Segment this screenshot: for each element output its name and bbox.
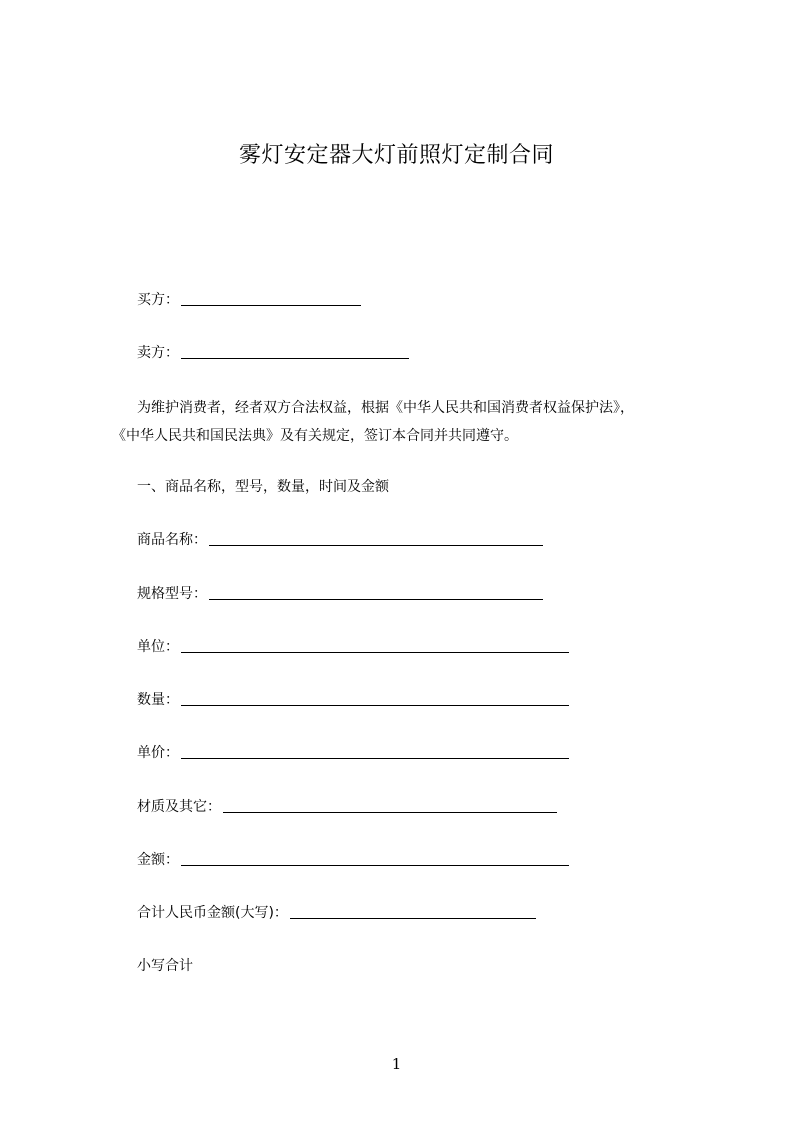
spec-model-blank (209, 585, 543, 600)
buyer-blank (181, 291, 361, 306)
material-blank (223, 798, 557, 813)
seller-label: 卖方： (137, 345, 179, 361)
unit-price-line (137, 743, 569, 763)
seller-line (137, 343, 409, 363)
lowercase-total-line (137, 956, 193, 976)
intro-paragraph (112, 394, 712, 450)
buyer-line (137, 290, 361, 310)
amount-label: 金额： (137, 852, 179, 868)
amount-line (137, 850, 569, 870)
material-line (137, 797, 557, 817)
lowercase-total-label: 小写合计 (137, 958, 193, 974)
total-rmb-label: 合计人民币金额(大写)： (137, 905, 288, 921)
unit-blank (181, 638, 569, 653)
total-rmb-line (137, 903, 536, 923)
section1-heading (137, 477, 389, 497)
buyer-label: 买方： (137, 292, 179, 308)
intro-line-2: 《中华人民共和国民法典》及有关规定，签订本合同并共同遵守。 (112, 428, 518, 444)
material-label: 材质及其它： (137, 799, 221, 815)
quantity-blank (181, 691, 569, 706)
product-name-line (137, 530, 543, 550)
seller-blank (181, 344, 409, 359)
section1-heading-text: 一、商品名称，型号，数量，时间及金额 (137, 479, 389, 495)
product-name-blank (209, 531, 543, 546)
quantity-label: 数量： (137, 692, 179, 708)
intro-line-1: 为维护消费者，经者双方合法权益，根据《中华人民共和国消费者权益保护法》， (137, 400, 634, 416)
total-rmb-blank (290, 904, 536, 919)
unit-price-label: 单价： (137, 745, 179, 761)
page-number: 1 (391, 1055, 402, 1073)
spec-model-line (137, 584, 543, 604)
unit-price-blank (181, 744, 569, 759)
unit-line (137, 637, 569, 657)
amount-blank (181, 851, 569, 866)
quantity-line (137, 690, 569, 710)
spec-model-label: 规格型号： (137, 586, 207, 602)
product-name-label: 商品名称： (137, 532, 207, 548)
document-title: 雾灯安定器大灯前照灯定制合同 (238, 143, 554, 168)
unit-label: 单位： (137, 639, 179, 655)
